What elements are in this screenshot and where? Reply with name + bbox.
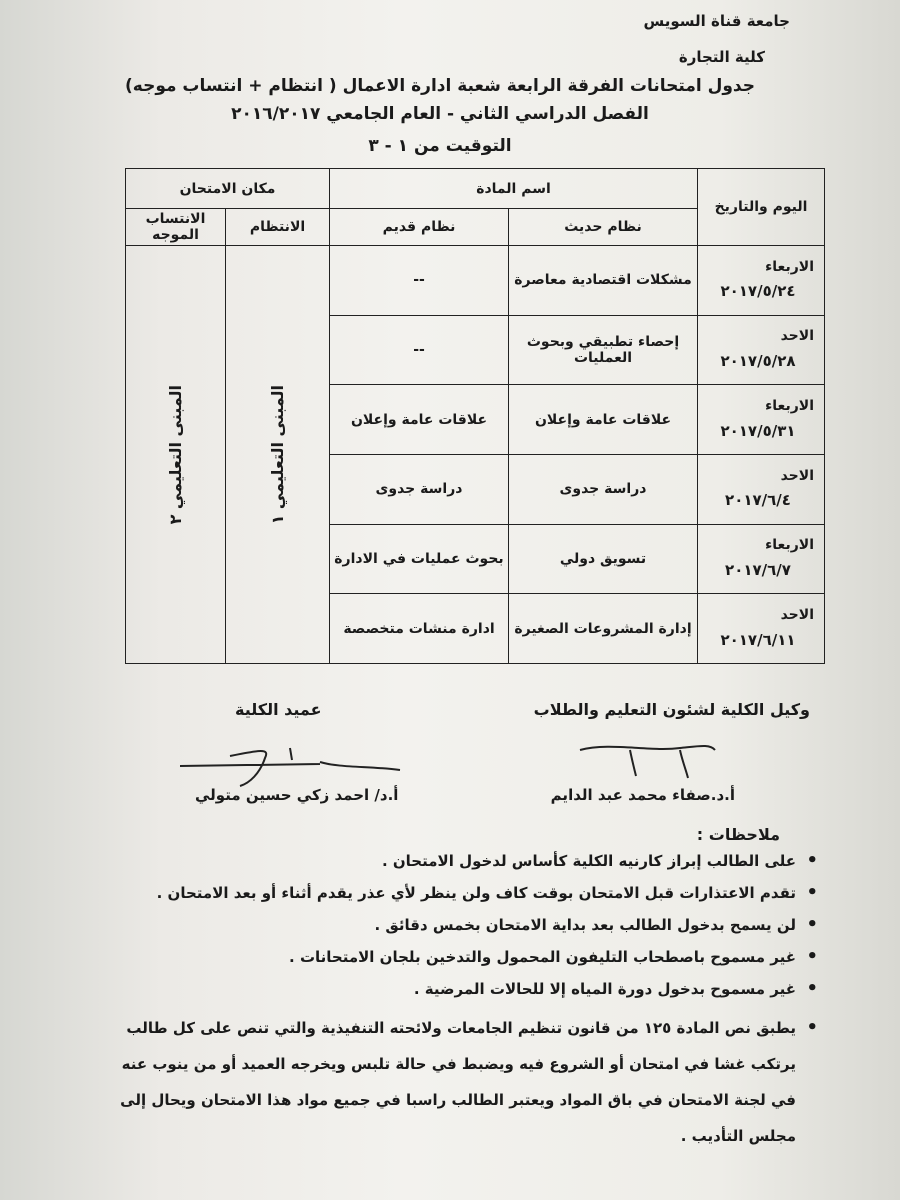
day-cell <box>698 594 825 664</box>
faculty-name: كلية التجارة <box>678 48 765 66</box>
day-name: الاربعاء <box>765 397 814 414</box>
list-item: • على الطالب إبراز كارنيه الكلية كأساس لدخول الامتحان . <box>110 850 820 872</box>
table-row <box>126 246 825 316</box>
header-subject: اسم المادة <box>330 169 698 209</box>
list-item: • غير مسموح باصطحاب التليفون المحمول والتدخين بلجان الامتحانات . <box>110 946 820 968</box>
day-name: الاحد <box>780 467 814 484</box>
vice-dean-signature <box>570 730 730 780</box>
dean-signature <box>170 738 410 788</box>
header-old-system: نظام قديم <box>330 209 509 246</box>
list-item: • غير مسموح بدخول دورة المياه إلا للحالات المرضية . <box>110 978 820 1000</box>
exam-date: ٢٠١٧/٦/٧ <box>725 561 791 580</box>
header-new-system: نظام حديث <box>509 209 698 246</box>
day-cell <box>698 315 825 385</box>
dean-title: عميد الكلية <box>235 700 322 719</box>
day-cell <box>698 524 825 594</box>
subject-old: دراسة جدوى <box>330 454 509 524</box>
subject-new: إحصاء تطبيقي وبحوث العمليات <box>509 315 698 385</box>
university-name: جامعة قناة السويس <box>643 12 790 30</box>
place-affiliation-cell <box>126 246 226 664</box>
day-name: الاحد <box>780 606 814 623</box>
subject-new: دراسة جدوى <box>509 454 698 524</box>
subject-new: مشكلات اقتصادية معاصرة <box>509 246 698 316</box>
subject-old: بحوث عمليات في الادارة <box>330 524 509 594</box>
vice-dean-title: وكيل الكلية لشئون التعليم والطلاب <box>533 700 810 719</box>
subject-old: -- <box>330 315 509 385</box>
dean-name: أ.د/ احمد زكي حسين متولي <box>195 786 399 804</box>
subject-new: علاقات عامة وإعلان <box>509 385 698 455</box>
timing-line: التوقيت من ١ - ٣ <box>368 136 512 156</box>
notes-title: ملاحظات : <box>696 825 780 844</box>
list-item: • يطبق نص المادة ١٢٥ من قانون تنظيم الجامعات ولائحته التنفيذية والتي تنص على كل طالب يرتكب غشا في امتحان أو الشروع فيه ويضبط في حالة تلبس ويخرجه العميد أو من ينوب عنه في لجنة الامتحان في باق المواد ويعتبر الطالب راسبا في جميع مواد هذا الامتحان ويحال إلى مجلس التأديب . <box>110 1010 820 1154</box>
place-regular-cell <box>226 246 330 664</box>
list-item: • لن يسمح بدخول الطالب بعد بداية الامتحان بخمس دقائق . <box>110 914 820 936</box>
exam-date: ٢٠١٧/٥/٣١ <box>720 421 796 440</box>
subject-new: تسويق دولي <box>509 524 698 594</box>
semester-line: الفصل الدراسي الثاني - العام الجامعي ٢٠١٦/٢٠١٧ <box>231 104 649 124</box>
day-cell <box>698 385 825 455</box>
exam-date: ٢٠١٧/٥/٢٤ <box>720 282 796 301</box>
exam-date: ٢٠١٧/٦/٤ <box>725 491 791 510</box>
subject-old: علاقات عامة وإعلان <box>330 385 509 455</box>
day-cell <box>698 454 825 524</box>
header-regular: الانتظام <box>226 209 330 246</box>
document-title: جدول امتحانات الفرقة الرابعة شعبة ادارة الاعمال ( انتظام + انتساب موجه) <box>124 76 756 96</box>
exam-schedule-table <box>125 168 825 664</box>
vice-dean-name: أ.د.صفاء محمد عبد الدايم <box>550 786 735 804</box>
notes-list <box>110 850 820 1164</box>
header-place: مكان الامتحان <box>126 169 330 209</box>
day-name: الاربعاء <box>765 258 814 275</box>
header-day: اليوم والتاريخ <box>698 169 825 246</box>
place-regular: المبنى التعليمي ١ <box>268 384 287 525</box>
place-affiliation: المبنى التعليمي ٢ <box>166 384 185 525</box>
header-affiliation: الانتساب الموجه <box>126 209 226 246</box>
day-name: الاحد <box>780 328 814 345</box>
exam-date: ٢٠١٧/٦/١١ <box>720 630 796 649</box>
subject-old: ادارة منشات متخصصة <box>330 594 509 664</box>
day-name: الاربعاء <box>765 537 814 554</box>
subject-new: إدارة المشروعات الصغيرة <box>509 594 698 664</box>
subject-old: -- <box>330 246 509 316</box>
exam-date: ٢٠١٧/٥/٢٨ <box>720 352 796 371</box>
day-cell <box>698 246 825 316</box>
list-item: • تقدم الاعتذارات قبل الامتحان بوقت كاف ولن ينظر لأي عذر يقدم أثناء أو بعد الامتحان . <box>110 882 820 904</box>
